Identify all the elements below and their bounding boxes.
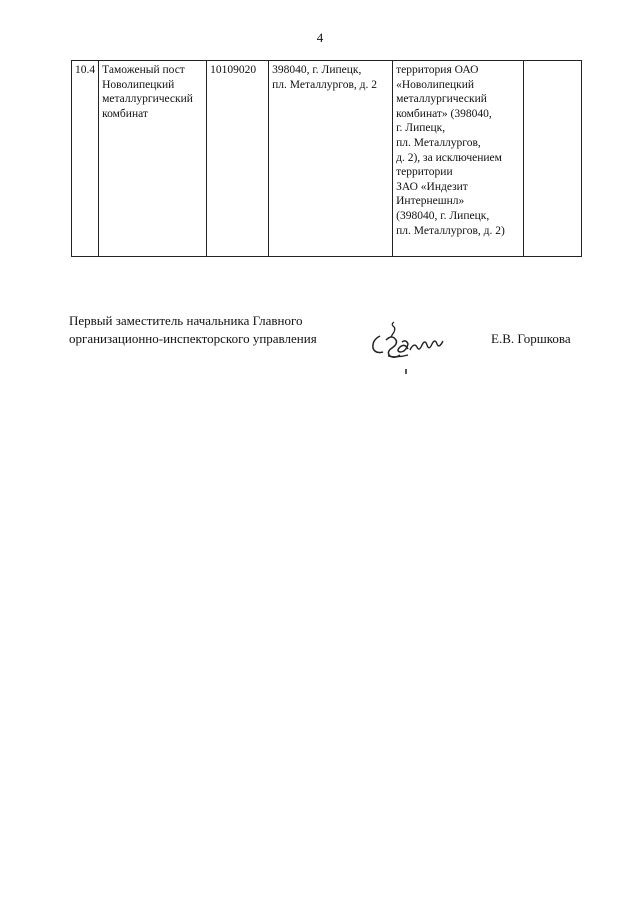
signatory-position (69, 312, 317, 348)
zone-line: территория ОАО (396, 64, 479, 76)
post-name-cell (99, 61, 207, 257)
zone-line: металлургический (396, 93, 487, 106)
empty-cell (524, 61, 582, 257)
post-name-line: Новолипецкий (102, 78, 175, 91)
zone-line: д. 2), за исключением (396, 151, 502, 164)
position-line: организационно-инспекторского управления (69, 331, 317, 346)
post-code-cell (207, 61, 269, 257)
row-number: 10.4 (75, 64, 96, 76)
zone-cell (393, 61, 524, 257)
zone-line: пл. Металлургов, д. 2) (396, 224, 505, 237)
table-row (72, 61, 582, 257)
signatory-name: Е.В. Горшкова (491, 331, 571, 346)
address-line: пл. Металлургов, д. 2 (272, 78, 378, 91)
post-code: 10109020 (210, 64, 257, 76)
zone-line: комбинат» (398040, (396, 107, 492, 120)
post-name-line: Таможеный пост (102, 64, 185, 76)
zone-line: ЗАО «Индезит (396, 180, 468, 193)
customs-posts-table (71, 60, 582, 257)
position-line: Первый заместитель начальника Главного (69, 313, 303, 328)
zone-line: г. Липецк, (396, 122, 446, 135)
address-cell (269, 61, 393, 257)
zone-line: «Новолипецкий (396, 78, 475, 91)
page-number: 4 (316, 30, 324, 45)
post-name-line: металлургический (102, 93, 193, 106)
zone-line: Интернешнл» (396, 195, 465, 208)
row-number-cell (72, 61, 99, 257)
post-name-line: комбинат (102, 107, 148, 120)
handwritten-signature (366, 316, 456, 380)
zone-line: (398040, г. Липецк, (396, 209, 490, 222)
zone-line: территории (396, 166, 453, 179)
address-line: 398040, г. Липецк, (272, 64, 362, 76)
zone-line: пл. Металлургов, (396, 136, 481, 149)
